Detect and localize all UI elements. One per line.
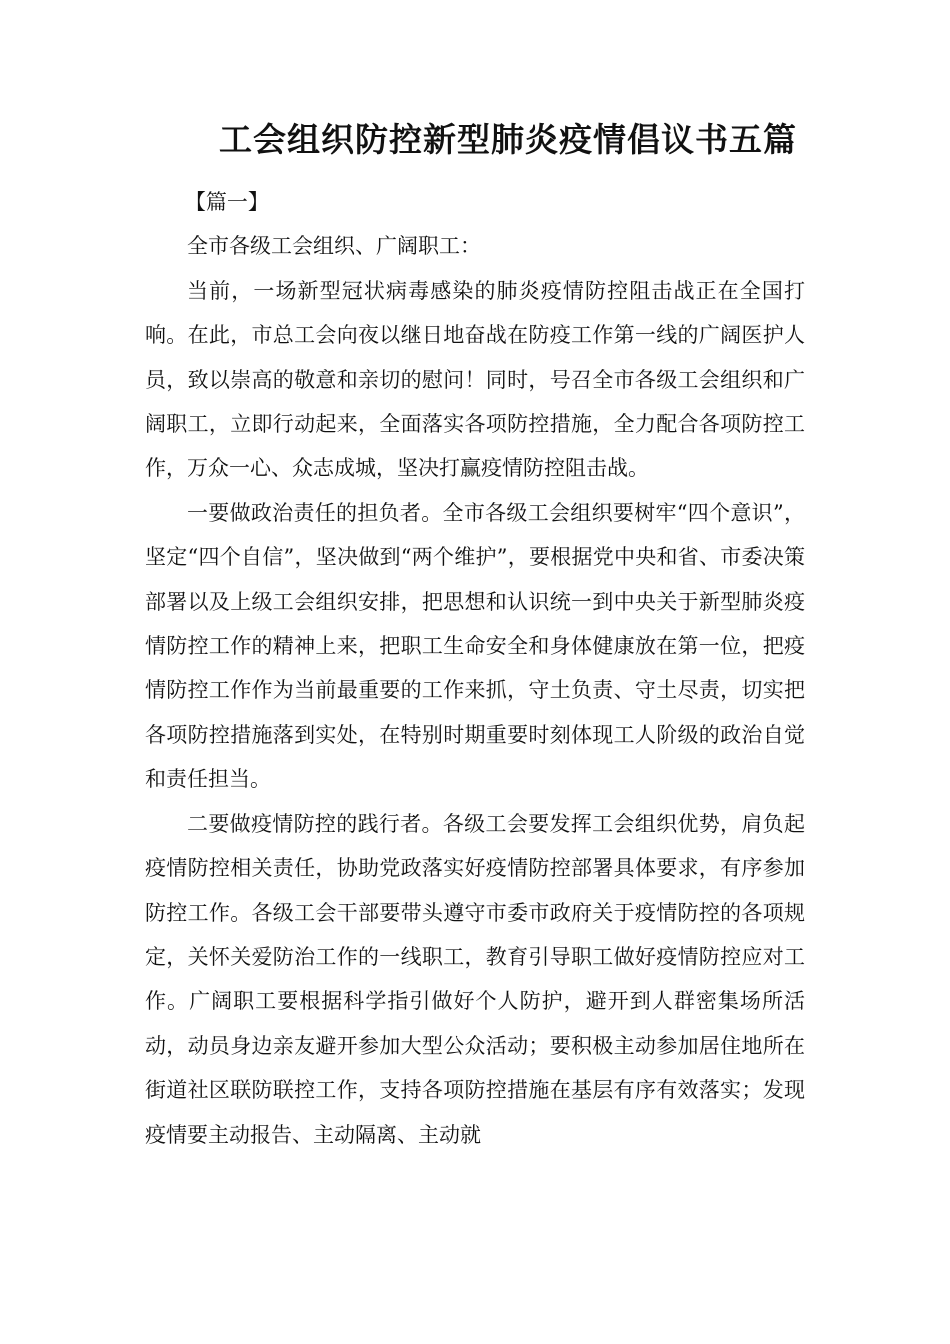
paragraph-intro: 当前，一场新型冠状病毒感染的肺炎疫情防控阻击战正在全国打响。在此，市总工会向夜以继日地奋战在防疫工作第一线的广阔医护人员，致以崇高的敬意和亲切的慰问！同时，号召全市各级工会组织和广阔职工，立即行动起来，全面落实各项防控措施，全力配合各项防控工作，万众一心、众志成城，坚决打赢疫情防控阻击战。	[145, 278, 805, 481]
paragraph-point-two: 二要做疫情防控的践行者。各级工会要发挥工会组织优势，肩负起疫情防控相关责任，协助党政落实好疫情防控部署具体要求，有序参加防控工作。各级工会干部要带头遵守市委市政府关于疫情防控的各项规定，关怀关爱防治工作的一线职工，教育引导职工做好疫情防控应对工作。广阔职工要根据科学指引做好个人防护，避开到人群密集场所活动，动员身边亲友避开参加大型公众活动；要积极主动参加居住地所在街道社区联防联控工作，支持各项防控措施在基层有序有效落实；发现疫情要主动报告、主动隔离、主动就	[145, 811, 805, 1147]
salutation: 全市各级工会组织、广阔职工：	[187, 234, 481, 259]
paragraph-point-one: 一要做政治责任的担负者。全市各级工会组织要树牢“四个意识”，坚定“四个自信”，坚决做到“两个维护”，要根据党中央和省、市委决策部署以及上级工会组织安排，把思想和认识统一到中央关于新型肺炎疫情防控工作的精神上来，把职工生命安全和身体健康放在第一位，把疫情防控工作作为当前最重要的工作来抓，守土负责、守土尽责，切实把各项防控措施落到实处，在特别时期重要时刻体现工人阶级的政治自觉和责任担当。	[145, 500, 805, 792]
section-label: 【篇一】	[184, 190, 269, 214]
document-title: 工会组织防控新型肺炎疫情倡议书五篇	[219, 120, 797, 159]
document-body	[145, 180, 805, 1157]
